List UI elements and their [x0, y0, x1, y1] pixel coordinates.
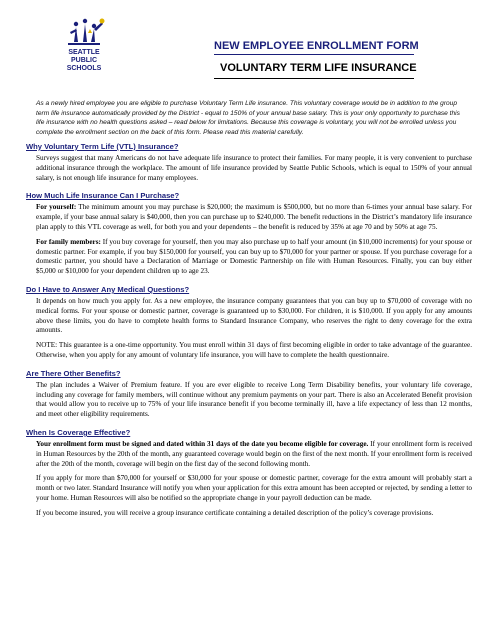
effective-lead: Your enrollment form must be signed and dated within 31 days of the date you become eligible for coverage. — [36, 439, 369, 448]
yourself-text: The minimum amount you may purchase is $20,000; the maximum is $500,000, but no more than 6-times your annual base salary. For example, if your base annual salary is $40,000, then you can purchase up to $240,000. The benefit reductions in the District’s mandatory life insurance plan apply to this VTL coverage as well, for both you and your dependents – the benefit is reduced by 35% at age 70 and by 50% at age 75. — [36, 203, 472, 231]
effective-text: If your enrollment form is received in Human Resources by the 20th of the month, any guaranteed coverage would begin on the first of the next month. If your enrollment form is received after the 20th of the month, coverage will begin on the first day of the second following month. — [36, 439, 472, 468]
benefits-paragraph: The plan includes a Waiver of Premium feature. If you are ever eligible to receive Long Term Disability benefits, your voluntary life coverage, including any coverage for family members, will continue without any premium payments on your part. There is also an Accelerated Benefit provision that would allow you to receive up to 75% of your life insurance benefit if you become terminally ill, have a life expectancy of less than 12 months, and meet other eligibility requirements. — [36, 380, 472, 419]
heading-medical: Do I Have to Answer Any Medical Questions? — [26, 284, 190, 294]
why-vtl-paragraph: Surveys suggest that many Americans do not have adequate life insurance to protect their families. For many people, it is very convenient to purchase additional insurance through the workplace. The amount of life insurance provided by Seattle Public Schools, which is equal to 150% of your annual salary, is not enough life insurance for many employees. — [36, 154, 472, 182]
document-body — [26, 142, 472, 519]
form-title: NEW EMPLOYEE ENROLLMENT FORM — [214, 40, 419, 52]
logo-line-1: SEATTLE — [68, 49, 100, 56]
subtitle-rule — [214, 78, 414, 79]
form-subtitle: VOLUNTARY TERM LIFE INSURANCE — [220, 62, 417, 74]
family-lead: For family members: — [36, 237, 101, 246]
effective-paragraph-2: If you apply for more than $70,000 for yourself or $30,000 for your spouse or domestic partner, coverage for the extra amount will probably start a month or two later. Standard Insurance will notify you when your application for this extra amount has been accepted or rejected, by sending a letter to your home. Human Resources will also be notified so the appropriate change in your payroll deduction can be made. — [36, 474, 472, 502]
seattle-public-schools-logo — [58, 16, 110, 84]
heading-how-much: How Much Life Insurance Can I Purchase? — [26, 191, 180, 201]
medical-paragraph: It depends on how much you apply for. As a new employee, the insurance company guarantees that you can buy up to $70,000 of coverage with no medical forms. For your spouse or domestic partner, coverage is guaranteed up to $30,000. For children, it is $10,000. If you apply for any amounts above these limits, you do have to complete health forms to Standard Insurance Company, who reserves the right to deny coverage for the extra amounts. — [36, 296, 472, 335]
title-rule — [214, 54, 414, 55]
yourself-lead: For yourself: — [36, 203, 77, 212]
effective-paragraph-1 — [26, 440, 472, 469]
yourself-paragraph — [26, 203, 472, 232]
note-paragraph: NOTE: This guarantee is a one-time opportunity. You must enroll within 31 days of first becoming eligible in order to take advantage of the guarantee. Otherwise, when you apply for any amount of voluntary life insurance, you will have to complete the health questionnaire. — [36, 341, 472, 359]
heading-why-vtl: Why Voluntary Term Life (VTL) Insurance? — [26, 142, 179, 151]
logo-line-3: SCHOOLS — [66, 65, 102, 72]
logo-line-2: PUBLIC — [70, 57, 98, 64]
intro-paragraph: As a newly hired employee you are eligible to purchase Voluntary Term Life insurance. This voluntary coverage would be in addition to the group term life insurance automatically provided by the District - equal to 150% of your annual base salary. This is your only opportunity to purchase this life insurance with no health questions asked – read below for limitations. Because this coverage is voluntary, you will not be enrolled unless you complete the enrollment section on the back of this form. Please read this material carefully. — [36, 100, 460, 136]
family-paragraph — [26, 238, 472, 277]
family-text: If you buy coverage for yourself, then you may also purchase up to half your amount (in $10,000 increments) for your spouse or domestic partner. For example, if you buy $150,000 for yourself, you can buy up to $70,000 for your partner or spouse. If you purchase coverage for a domestic partner, you should have a Declaration of Marriage or Domestic Partnership on file with Human Resources. Finally, you can buy either $5,000 or $10,000 for your dependent children up to age 23. — [36, 237, 472, 276]
heading-effective: When Is Coverage Effective? — [26, 427, 131, 437]
effective-paragraph-3: If you become insured, you will receive a group insurance certificate containing a detailed description of the policy’s coverage provisions. — [36, 508, 434, 517]
heading-other-benefits: Are There Other Benefits? — [26, 368, 121, 378]
